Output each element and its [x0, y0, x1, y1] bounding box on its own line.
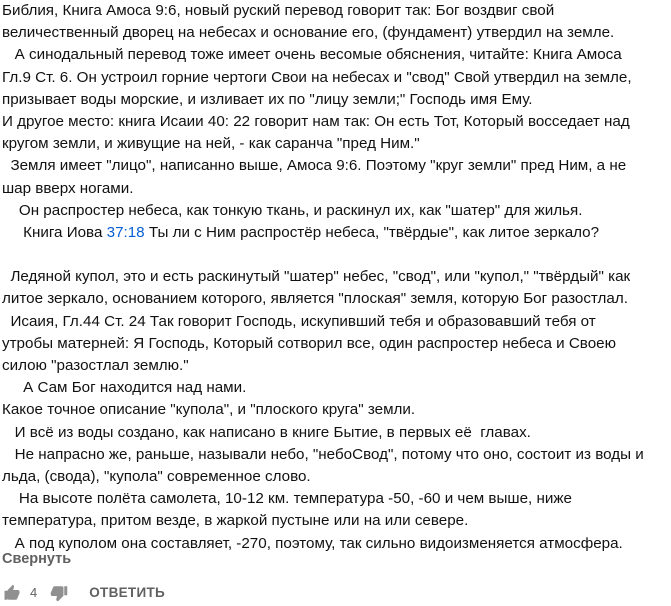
comment-line: Исаия, Гл.44 Ст. 24 Так говорит Господь, искупивший тебя и образовавший тебя от: [2, 312, 596, 330]
comment-line: И другое место: книга Исаии 40: 22 говорит нам так: Он есть Тот, Который восседает над: [2, 112, 630, 130]
comment-line: Земля имеет "лицо", написанно выше, Амоса 9:6. Поэтому "круг земли" пред Ним, а не: [2, 157, 627, 175]
comment-line: шар вверх ногами.: [2, 179, 134, 197]
comment-line: Какое точное описание "купола", и "плоского круга" земли.: [2, 401, 416, 419]
comment-line-job-suffix: Ты ли с Ним распростёр небеса, "твёрдые", как литое зеркало?: [144, 223, 600, 241]
comment-line: Он распростер небеса, как тонкую ткань, и раскинул их, как "шатер" для жилья.: [2, 201, 583, 219]
comment-line: Библия, Книга Амоса 9:6, новый руский перевод говорит так: Бог воздвиг свой: [2, 2, 555, 19]
like-count: 4: [30, 585, 38, 600]
timestamp-link[interactable]: 37:18: [106, 223, 145, 241]
dislike-button[interactable]: [49, 584, 69, 602]
comment-line: Гл.9 Ст. 6. Он устроил горние чертоги Свои на небесах и "свод" Свой утвердил на земле,: [2, 68, 632, 86]
comment-line-job: [2, 222, 671, 244]
thumb-down-icon: [49, 584, 69, 602]
comment-line-job-prefix: Книга Иова: [2, 223, 107, 241]
comment-line: кругом земли, и живущие на ней, - как саранча "пред Ним.": [2, 135, 420, 153]
comment-line: А Сам Бог находится над нами.: [2, 379, 247, 397]
comment-line: величественный дворец на небесах и основание его, (фундамент) утвердил на земле.: [2, 24, 615, 42]
comment-line: силою "разостлал землю.": [2, 357, 189, 374]
comment-line: И всё из воды создано, как написано в книге Бытие, в первых её главах.: [2, 423, 531, 441]
comment-line: На высоте полёта самолета, 10-12 км. температура -50, -60 и чем выше, ниже: [2, 490, 572, 508]
comment-line: А под куполом она составляет, -270, поэтому, так сильно видоизменяется атмосфера.: [2, 534, 623, 552]
comment-line-blank: [2, 244, 671, 266]
comment-action-bar: [0, 579, 671, 606]
reply-button[interactable]: ОТВЕТИТЬ: [89, 585, 166, 600]
comment-body: [2, 0, 671, 555]
comment-line: призывает воды морские, и изливает их по "лицу земли;" Господь имя Ему.: [2, 90, 533, 108]
comment-line: А синодальный перевод тоже имеет очень весомые обяснения, читайте: Книга Амоса: [2, 46, 622, 64]
comment-line: Не напрасно же, раньше, называли небо, "небоСвод", потому что оно, состоит из воды и: [2, 445, 644, 463]
comment-line: Ледяной купол, это и есть раскинутый "шатер" небес, "свод", или "купол," "твёрдый" как: [2, 268, 631, 286]
comment-line: температура, притом везде, в жаркой пустыне или на или севере.: [2, 512, 469, 530]
thumb-up-icon: [2, 584, 22, 602]
comment-line: утробы матерней: Я Господь, Который сотворил все, один распростер небеса и Своею: [2, 334, 616, 352]
comment-line: литое зеркало, основанием которого, является "плоская" земля, которую Бог разостлал.: [2, 290, 628, 308]
like-button[interactable]: [2, 584, 22, 602]
comment-line: льда, (свода), "купола" современное слово.: [2, 467, 311, 485]
collapse-button[interactable]: Свернуть: [2, 551, 72, 567]
